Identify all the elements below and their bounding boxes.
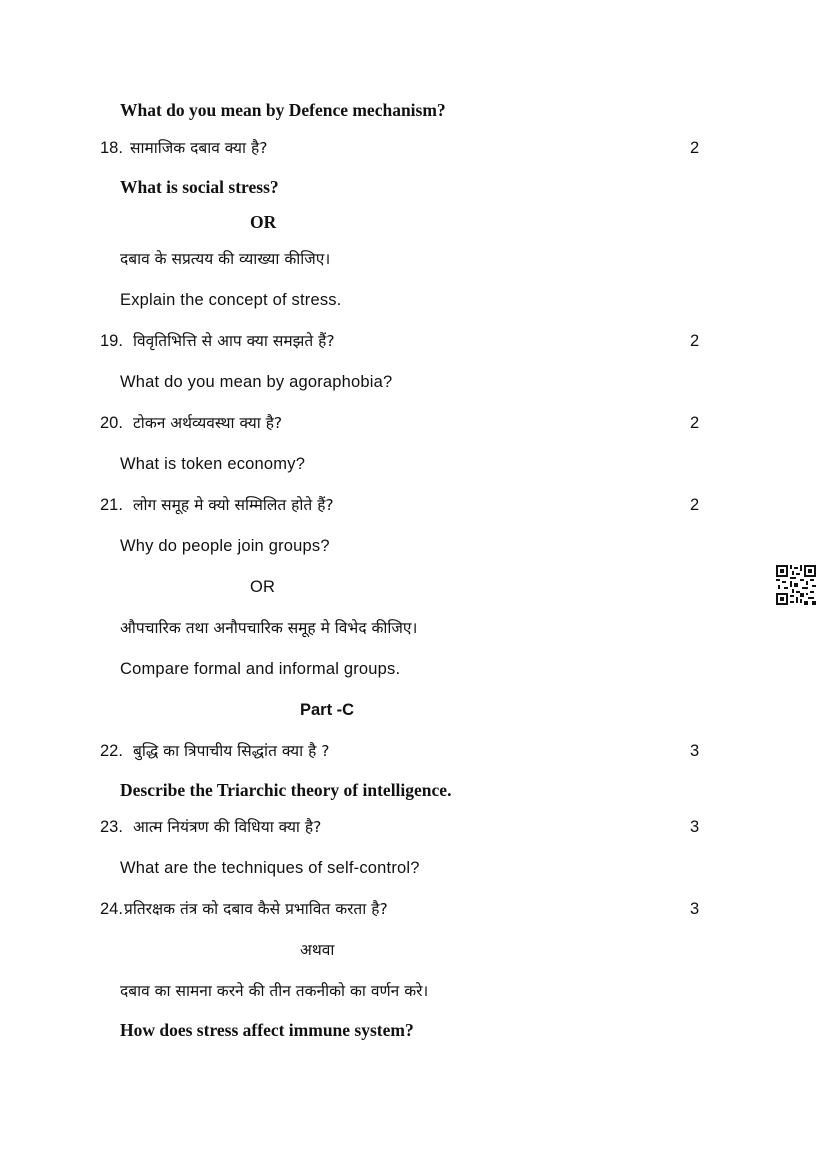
question-19-hindi: विवृतिभित्ति से आप क्या समझते हैं? [133,332,335,350]
question-22-hindi: बुद्धि का त्रिपाचीय सिद्धांत क्या है ? [133,742,330,760]
question-24-english: How does stress affect immune system? [120,1020,414,1040]
question-20-english: What is token economy? [120,455,306,473]
or-separator-1: OR [250,212,277,232]
qr-code-icon [776,565,816,605]
question-19-marks: 2 [690,332,700,350]
question-20-number: 20. [100,414,123,432]
question-21-alt-hindi: औपचारिक तथा अनौपचारिक समूह मे विभेद कीजिए। [120,619,418,637]
question-19-english: What do you mean by agoraphobia? [120,373,393,391]
question-18-english: What is social stress? [120,177,279,197]
question-18-hindi: सामाजिक दबाव क्या है? [130,139,268,157]
question-23-english: What are the techniques of self-control? [120,859,420,877]
question-23-hindi: आत्म नियंत्रण की विधिया क्या है? [133,818,322,836]
or-separator-hindi: अथवा [300,941,335,959]
section-heading-part-c: Part -C [300,701,355,719]
question-18-alt-english: Explain the concept of stress. [120,291,342,309]
question-24-hindi: प्रतिरक्षक तंत्र को दबाव कैसे प्रभावित करता है? [124,900,388,918]
question-21-marks: 2 [690,496,700,514]
question-24-number: 24. [100,900,123,918]
question-20-marks: 2 [690,414,700,432]
question-23-number: 23. [100,818,123,836]
question-21-english: Why do people join groups? [120,537,330,555]
question-21-number: 21. [100,496,123,514]
question-22-english: Describe the Triarchic theory of intelligence. [120,780,452,800]
question-20-hindi: टोकन अर्थव्यवस्था क्या है? [133,414,283,432]
question-22-number: 22. [100,742,123,760]
question-18-alt-hindi: दबाव के सप्रत्यय की व्याख्या कीजिए। [120,250,331,268]
question-19-number: 19. [100,332,123,350]
question-24-marks: 3 [690,900,700,918]
question-21-hindi: लोग समूह मे क्यो सम्मिलित होते हैं? [133,496,334,514]
question-18-marks: 2 [690,139,700,157]
question-22-marks: 3 [690,742,700,760]
question-23-marks: 3 [690,818,700,836]
question-17-english: What do you mean by Defence mechanism? [120,100,446,120]
question-24-alt-hindi: दबाव का सामना करने की तीन तकनीको का वर्णन करे। [120,982,429,1000]
question-18-number: 18. [100,139,123,157]
or-separator-2: OR [250,578,276,596]
question-21-alt-english: Compare formal and informal groups. [120,660,401,678]
